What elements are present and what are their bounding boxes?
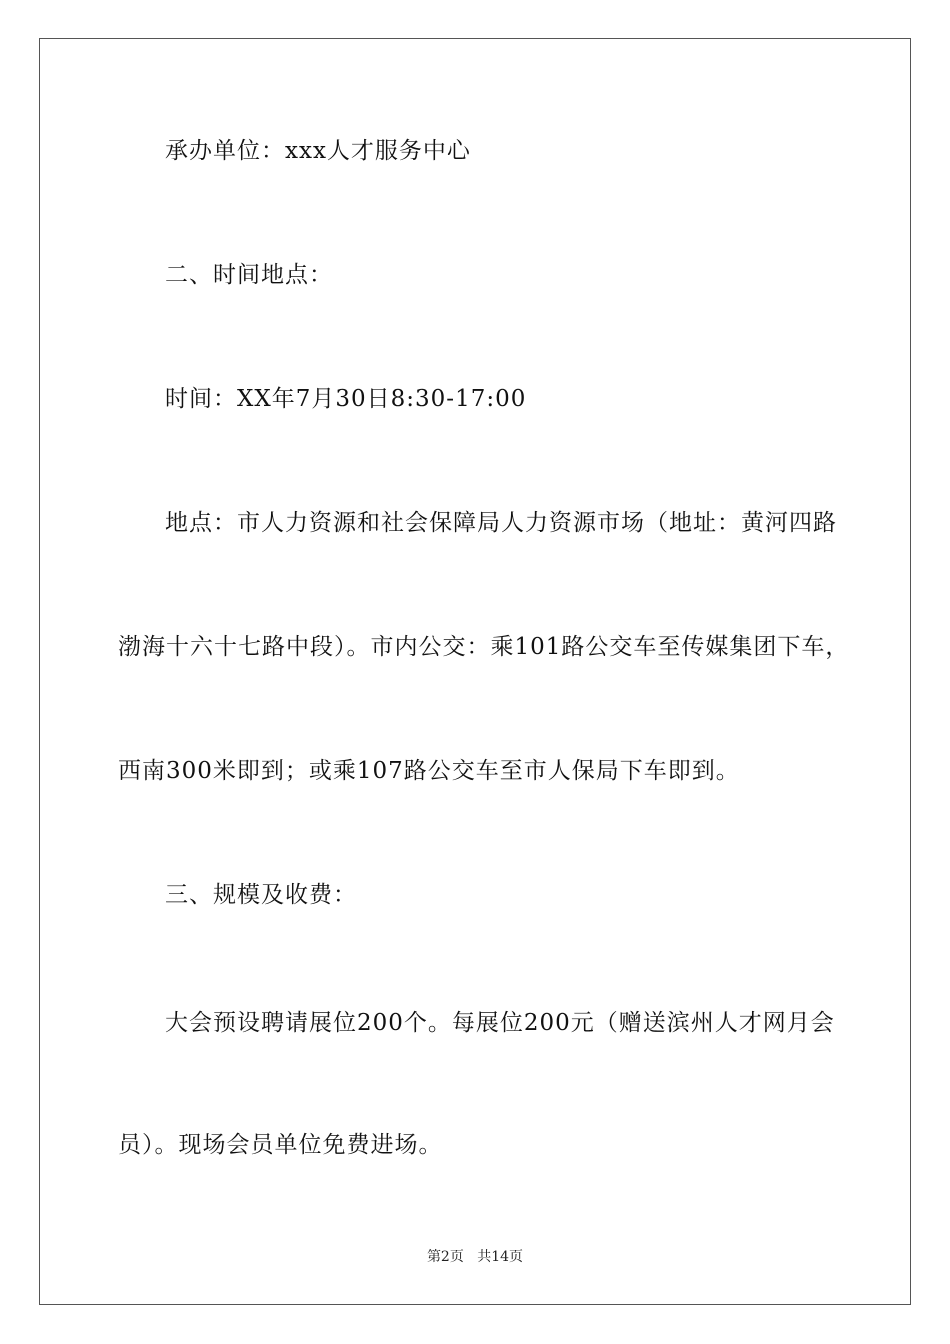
text-line-location-3: 西南300米即到；或乘107路公交车至市人保局下车即到。	[118, 758, 740, 784]
page-footer	[0, 1248, 950, 1266]
text-line-booths-2: 员）。现场会员单位免费进场。	[118, 1132, 443, 1158]
text-line-section-three-heading: 三、规模及收费：	[165, 882, 357, 908]
page-number: 第2页	[426, 1249, 464, 1265]
text-line-organizer: 承办单位：xxx人才服务中心	[165, 138, 471, 164]
text-line-location-2: 渤海十六十七路中段）。市内公交：乘101路公交车至传媒集团下车，	[118, 634, 850, 660]
text-line-booths-1: 大会预设聘请展位200个。每展位200元（赠送滨州人才网月会	[165, 1010, 835, 1036]
text-line-time: 时间：XX年7月30日8:30-17:00	[165, 386, 527, 412]
text-line-location-1: 地点：市人力资源和社会保障局人力资源市场（地址：黄河四路	[165, 510, 837, 536]
page-total: 共14页	[477, 1249, 524, 1265]
page-border	[39, 38, 911, 1305]
text-line-section-two-heading: 二、时间地点：	[165, 262, 333, 288]
